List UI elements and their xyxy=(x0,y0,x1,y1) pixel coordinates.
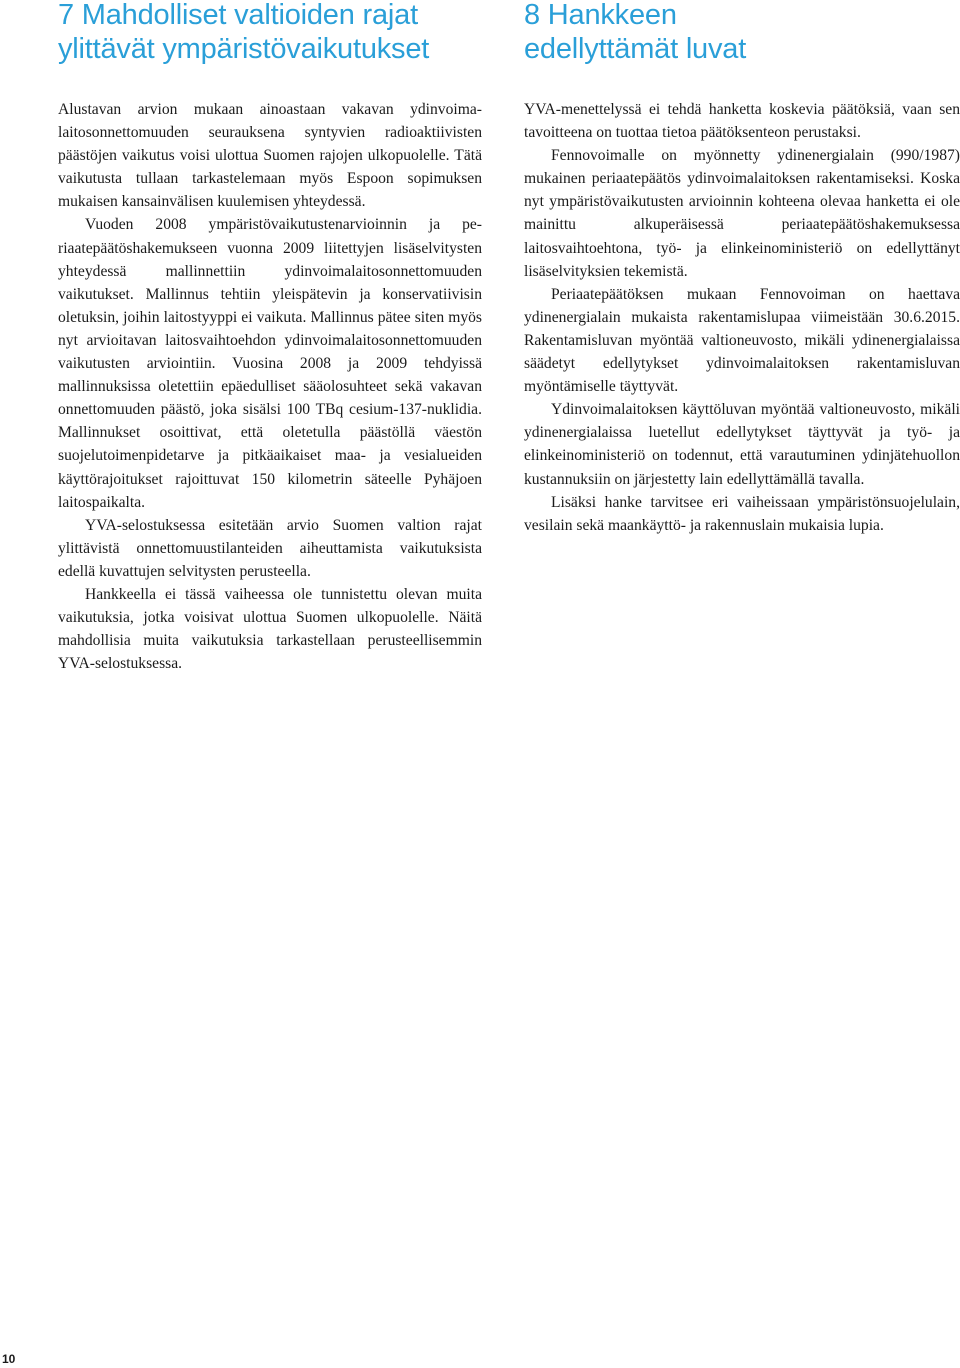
section-7-paragraph-2: Vuoden 2008 ympäristövaikutustenarvioinnin ja periaatepäätöshakemukseen vuonna 2009 liitettyjen lisäselvitysten yhteydessä mallinnettiin ydinvoimalaitosonnettomuuden vaikutukset. Mallinnus tehtiin yleispätevin ja konservatiivisin oletuksin, joihin laitostyyppi ei vaikuta. Mallinnus pätee siten myös nyt arvioitavan laitosvaihtoehdon ydinvoimalaitosonnettomuuden vaikutusten arviointiin. Vuosina 2008 ja 2009 tehdyissä mallinnuksissa oletettiin epäedulliset sääolosuhteet sekä vakavan onnettomuuden päästö, joka sisälsi 100 TBq cesium-137-nuklidia. Mallinnukset osoittivat, että oletetulla päästöllä väestön suojelutoimenpidetarve ja pitkäaikaiset maa- ja vesialueiden käyttörajoitukset rajoittuvat 150 kilometrin säteelle Pyhäjoen laitospaikalta. xyxy=(58,216,482,511)
section-7-heading-line-1: 7 Mahdolliset valtioiden rajat xyxy=(58,0,418,31)
section-7-body xyxy=(58,98,482,675)
section-8-heading-line-2: edellyttämät luvat xyxy=(524,33,747,65)
section-8-paragraph-5: Lisäksi hanke tarvitsee eri vaiheissaan ympäristönsuojelulain, vesilain sekä maankäyttö- ja rakennuslain mukaisia lupia. xyxy=(524,493,960,534)
section-8-paragraph-3: Periaatepäätöksen mukaan Fennovoiman on haettava ydinenergialain mukaista rakentamislupaa viimeistään 30.6.2015. Rakentamisluvan myöntää valtioneuvosto, mikäli ydinenergialaissa säädetyt edellytykset ydinvoimalaitoksen rakentamisluvan myöntämiselle täyttyvät. xyxy=(524,285,960,396)
section-8-heading-line-1: 8 Hankkeen xyxy=(524,0,677,31)
section-7-paragraph-4: Hankkeella ei tässä vaiheessa ole tunnistettu olevan muita vaikutuksia, jotka voisivat ulottua Suomen ulkopuolelle. Näitä mahdollisia muita vaikutuksia tarkastellaan perusteellisemmin YVA-selostuksessa. xyxy=(58,585,482,673)
section-8-heading xyxy=(524,0,746,66)
section-8-paragraph-2: Fennovoimalle on myönnetty ydinenergialain (990/1987) mukainen periaatepäätös ydinvoimalaitoksen rakentamiseksi. Koska nyt ympäristövaikutusten arvioinnin kohteena olevaa hanketta ei ole mainittu alkuperäisessä periaatepäätöshakemuksessa laitosvaihtoehtona, työ- ja elinkeinoministeriö on edellyttänyt lisäselvityksien tekemistä. xyxy=(524,147,960,280)
section-8-paragraph-1: YVA-menettelyssä ei tehdä hanketta koskevia päätöksiä, vaan sen tavoitteena on tuottaa tietoa päätöksenteon perustaksi. xyxy=(524,101,960,142)
section-7-paragraph-1: Alustavan arvion mukaan ainoastaan vakavan ydinvoimalaitosonnettomuuden seurauksena syntyvien radioaktiivisten päästöjen vaikutus voisi ulottua Suomen rajojen ulkopuolelle. Tätä vaikutusta tullaan tarkastelemaan myös Espoon sopimuksen mukaisen kansainvälisen kuulemisen yhteydessä. xyxy=(58,101,482,211)
section-7-paragraph-3: YVA-selostuksessa esitetään arvio Suomen valtion rajat ylittävistä onnettomuustilanteiden aiheuttamista vaikutuksista edellä kuvattujen selvitysten perusteella. xyxy=(58,516,482,580)
page-number: 10 xyxy=(2,1352,16,1366)
section-7-heading xyxy=(58,0,429,66)
section-8-body xyxy=(524,98,960,537)
section-8-paragraph-4: Ydinvoimalaitoksen käyttöluvan myöntää valtioneuvosto, mikäli ydinenergialaissa luetellut edellytykset täyttyvät ja työ- ja elinkeinoministeriö on todennut, että varautuminen ydinjätehuollon kustannuksiin on järjestetty lain edellyttämällä tavalla. xyxy=(524,401,960,488)
section-7-heading-line-2: ylittävät ympäristövaikutukset xyxy=(58,33,430,65)
